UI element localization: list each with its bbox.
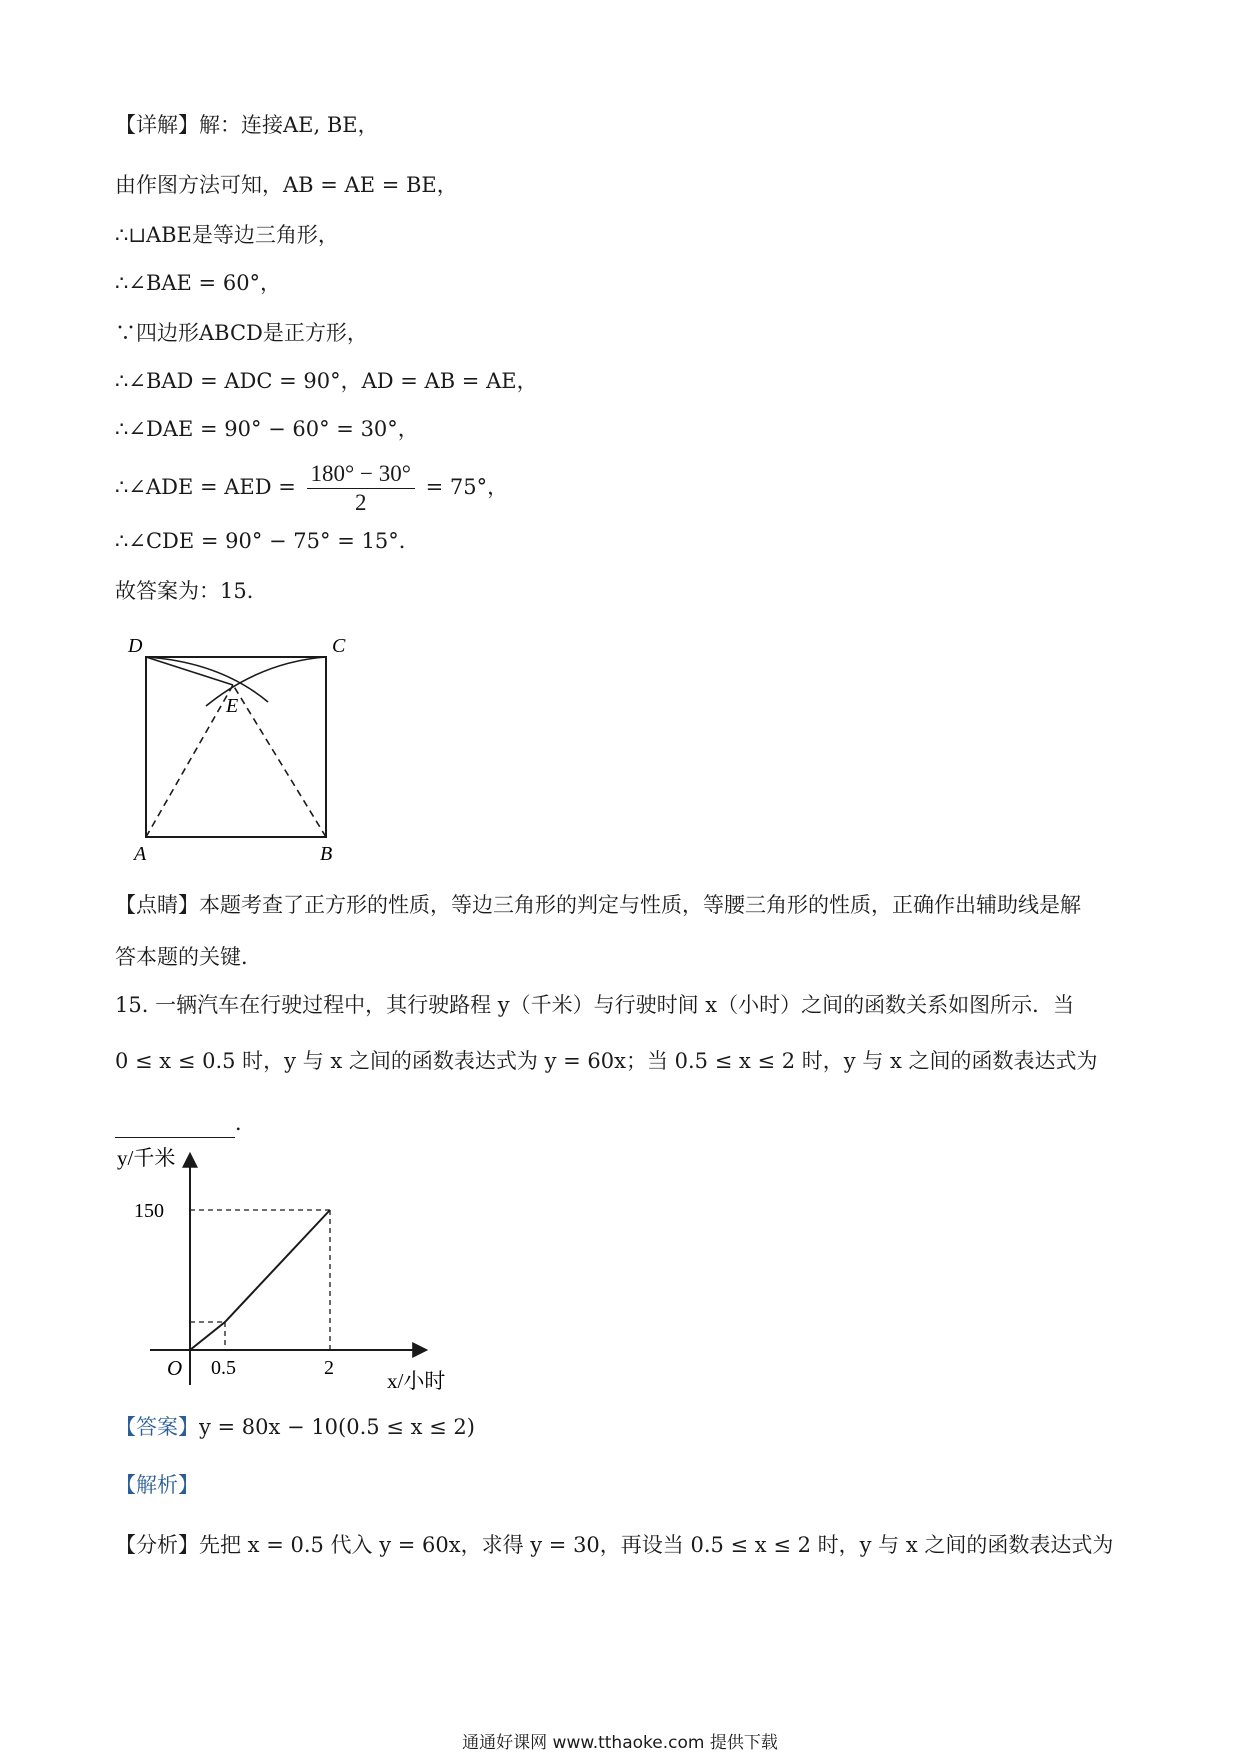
solution-text-8b: = 75°， bbox=[425, 475, 509, 499]
solution-line-5: ∵四边形ABCD是正方形， bbox=[115, 321, 368, 345]
analysis-detail-line bbox=[115, 1530, 1113, 1560]
square-outline bbox=[146, 657, 326, 837]
fraction-denominator: 2 bbox=[354, 490, 367, 515]
solution-line-2: 由作图方法可知，AB = AE = BE， bbox=[115, 173, 458, 197]
comment-line-2: 答本题的关键． bbox=[115, 945, 262, 969]
solution-line-7: ∴∠DAE = 90° − 60° = 30°， bbox=[115, 417, 419, 441]
comment-line-1 bbox=[115, 890, 1081, 920]
question-line-2: 0 ≤ x ≤ 0.5 时，y 与 x 之间的函数表达式为 y = 60x；当 0.5 ≤ x ≤ 2 时，y 与 x 之间的函数表达式为 bbox=[115, 1049, 1098, 1073]
label-A: A bbox=[134, 843, 147, 865]
label-C: C bbox=[332, 635, 346, 657]
solution-line-10: 故答案为：15． bbox=[115, 579, 268, 603]
solution-line-4: ∴∠BAE = 60°， bbox=[115, 271, 282, 295]
detail-label: 【详解】 bbox=[115, 113, 199, 137]
label-E: E bbox=[226, 695, 239, 717]
x-axis-label: x/小时 bbox=[387, 1369, 446, 1393]
comment-label: 【点睛】 bbox=[115, 893, 199, 917]
fraction bbox=[307, 460, 415, 517]
segment-DE bbox=[146, 657, 233, 685]
answer-label: 【答案】 bbox=[115, 1415, 199, 1439]
answer-line bbox=[115, 1412, 475, 1442]
segment-BE bbox=[233, 685, 326, 837]
y-axis-label: y/千米 bbox=[117, 1146, 176, 1170]
y-tick-label-0: 150 bbox=[134, 1200, 164, 1222]
footer: 通通好课网 www.tthaoke.com 提供下载 bbox=[462, 1733, 778, 1753]
origin-label: O bbox=[167, 1356, 183, 1380]
solution-text-8a: ∴∠ADE = AED = bbox=[115, 475, 296, 499]
fraction-numerator: 180° − 30° bbox=[307, 460, 415, 489]
analysis-label: 【解析】 bbox=[115, 1473, 199, 1497]
answer-blank bbox=[115, 1117, 235, 1138]
analysis-line bbox=[115, 1470, 199, 1500]
solution-line-1 bbox=[115, 110, 379, 140]
solution-text-1: 解：连接AE, BE， bbox=[199, 113, 379, 137]
solution-line-3: ∴⊔ABE是等边三角形， bbox=[115, 223, 339, 247]
question-line-3 bbox=[115, 1108, 256, 1138]
solution-line-6: ∴∠BAD = ADC = 90°，AD = AB = AE， bbox=[115, 369, 538, 393]
segment-AE bbox=[146, 685, 233, 837]
distance-time-chart bbox=[105, 1145, 475, 1405]
solution-line-8 bbox=[115, 460, 508, 517]
question-line-3-end: ． bbox=[235, 1111, 256, 1135]
x-tick-label-0: 0.5 bbox=[211, 1357, 236, 1379]
x-tick-label-1: 2 bbox=[324, 1357, 334, 1379]
question-line-1: 15. 一辆汽车在行驶过程中，其行驶路程 y（千米）与行驶时间 x（小时）之间的函数关系如图所示．当 bbox=[115, 993, 1075, 1017]
label-D: D bbox=[128, 635, 143, 657]
arc-from-A bbox=[146, 657, 268, 702]
solution-line-9: ∴∠CDE = 90° − 75° = 15°． bbox=[115, 529, 420, 553]
square-figure bbox=[120, 632, 360, 872]
answer-text: y = 80x − 10(0.5 ≤ x ≤ 2) bbox=[199, 1415, 475, 1439]
series-line bbox=[190, 1210, 330, 1350]
label-B: B bbox=[320, 843, 333, 865]
analysis-detail-text: 先把 x = 0.5 代入 y = 60x，求得 y = 30，再设当 0.5 ≤ x ≤ 2 时，y 与 x 之间的函数表达式为 bbox=[199, 1533, 1114, 1557]
comment-text-1: 本题考查了正方形的性质，等边三角形的判定与性质，等腰三角形的性质，正确作出辅助线是解 bbox=[199, 893, 1081, 917]
analysis-detail-label: 【分析】 bbox=[115, 1533, 199, 1557]
